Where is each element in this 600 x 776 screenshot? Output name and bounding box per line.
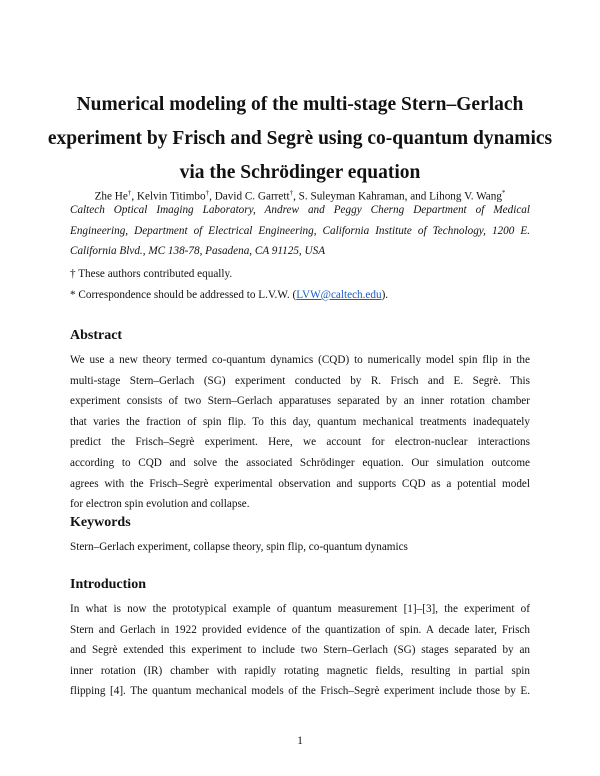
author: David C. Garrett [214, 190, 290, 203]
intro-line: flipping [4]. The quantum mechanical models of the Frisch–Segrè experiment include those by E. [70, 685, 530, 698]
author-mark: † [289, 189, 294, 197]
abstract-line: We use a new theory termed co-quantum dynamics (CQD) to numerically model spin flip in the [70, 354, 530, 366]
intro-line: In what is now the prototypical example of quantum measurement [1]–[3], the experiment of [70, 603, 530, 615]
title-line: experiment by Frisch and Segrè using co-quantum dynamics [47, 128, 553, 149]
separator: , [209, 190, 215, 203]
abstract-heading: Abstract [70, 328, 123, 343]
affiliation [70, 200, 530, 262]
affiliation-line: California Blvd., MC 138-78, Pasadena, CA 91125, USA [70, 245, 326, 258]
affiliation-line: Caltech Optical Imaging Laboratory, Andrew and Peggy Cherng Department of Medical [70, 204, 530, 216]
abstract-body [70, 350, 530, 515]
page-number: 1 [297, 735, 303, 747]
keywords-body [70, 537, 530, 558]
paper-title [40, 88, 560, 190]
author-mark: † [205, 189, 210, 197]
intro-line: and Segrè extended this experiment to include two Stern–Gerlach (SG) stages separated by an [70, 644, 530, 657]
abstract-line: predict the Frisch–Segrè experiment. Here, we account for electron-nuclear interactions [70, 436, 530, 449]
author: S. Suleyman Kahraman, and Lihong V. Wang [298, 190, 502, 203]
correspondence-suffix: ). [381, 288, 389, 301]
separator: , [131, 190, 137, 203]
keywords-heading: Keywords [70, 515, 131, 530]
separator: , [293, 190, 299, 203]
abstract-line: that varies the fraction of spin flip. To this day, quantum mechanical treatments inadequately [70, 415, 530, 428]
author-mark: * [501, 189, 506, 197]
equal-contribution-note: † These authors contributed equally. [70, 268, 233, 280]
correspondence-text: * Correspondence should be addressed to L.V.W. ( [70, 288, 297, 301]
keywords-text: Stern–Gerlach experiment, collapse theory, spin flip, co-quantum dynamics [70, 541, 408, 553]
intro-line: inner rotation (IR) chamber with rapidly rotating magnetic fields, resulting in partial spin [70, 664, 530, 677]
abstract-line: according to CQD and solve the associated Schrödinger equation. Our simulation outcome [70, 456, 530, 469]
abstract-line: for electron spin evolution and collapse. [70, 498, 250, 511]
correspondence-note [70, 285, 530, 306]
email-link[interactable]: LVW@caltech.edu [296, 288, 382, 301]
abstract-line: multi-stage Stern–Gerlach (SG) experiment conducted by R. Frisch and E. Segrè. This [70, 374, 530, 387]
title-line: Numerical modeling of the multi-stage Stern–Gerlach [76, 94, 524, 115]
footnotes [70, 264, 530, 305]
author: Kelvin Titimbo [136, 190, 206, 203]
intro-line: Stern and Gerlach in 1922 provided evidence of the quantization of spin. A decade later, Frisch [70, 623, 530, 636]
title-line: via the Schrödinger equation [179, 162, 421, 183]
introduction-heading: Introduction [70, 577, 146, 592]
author-mark: † [127, 189, 132, 197]
affiliation-line: Engineering, Department of Electrical Engineering, California Institute of Technology, 1200 E. [70, 224, 530, 237]
abstract-line: experiment consists of two Stern–Gerlach apparatuses separated by an inner rotation chamber [70, 395, 530, 408]
introduction-body [70, 599, 530, 702]
abstract-line: agrees with the Frisch–Segrè experimental observation and supports CQD as a potential model [70, 477, 530, 490]
author: Zhe He [94, 190, 128, 203]
